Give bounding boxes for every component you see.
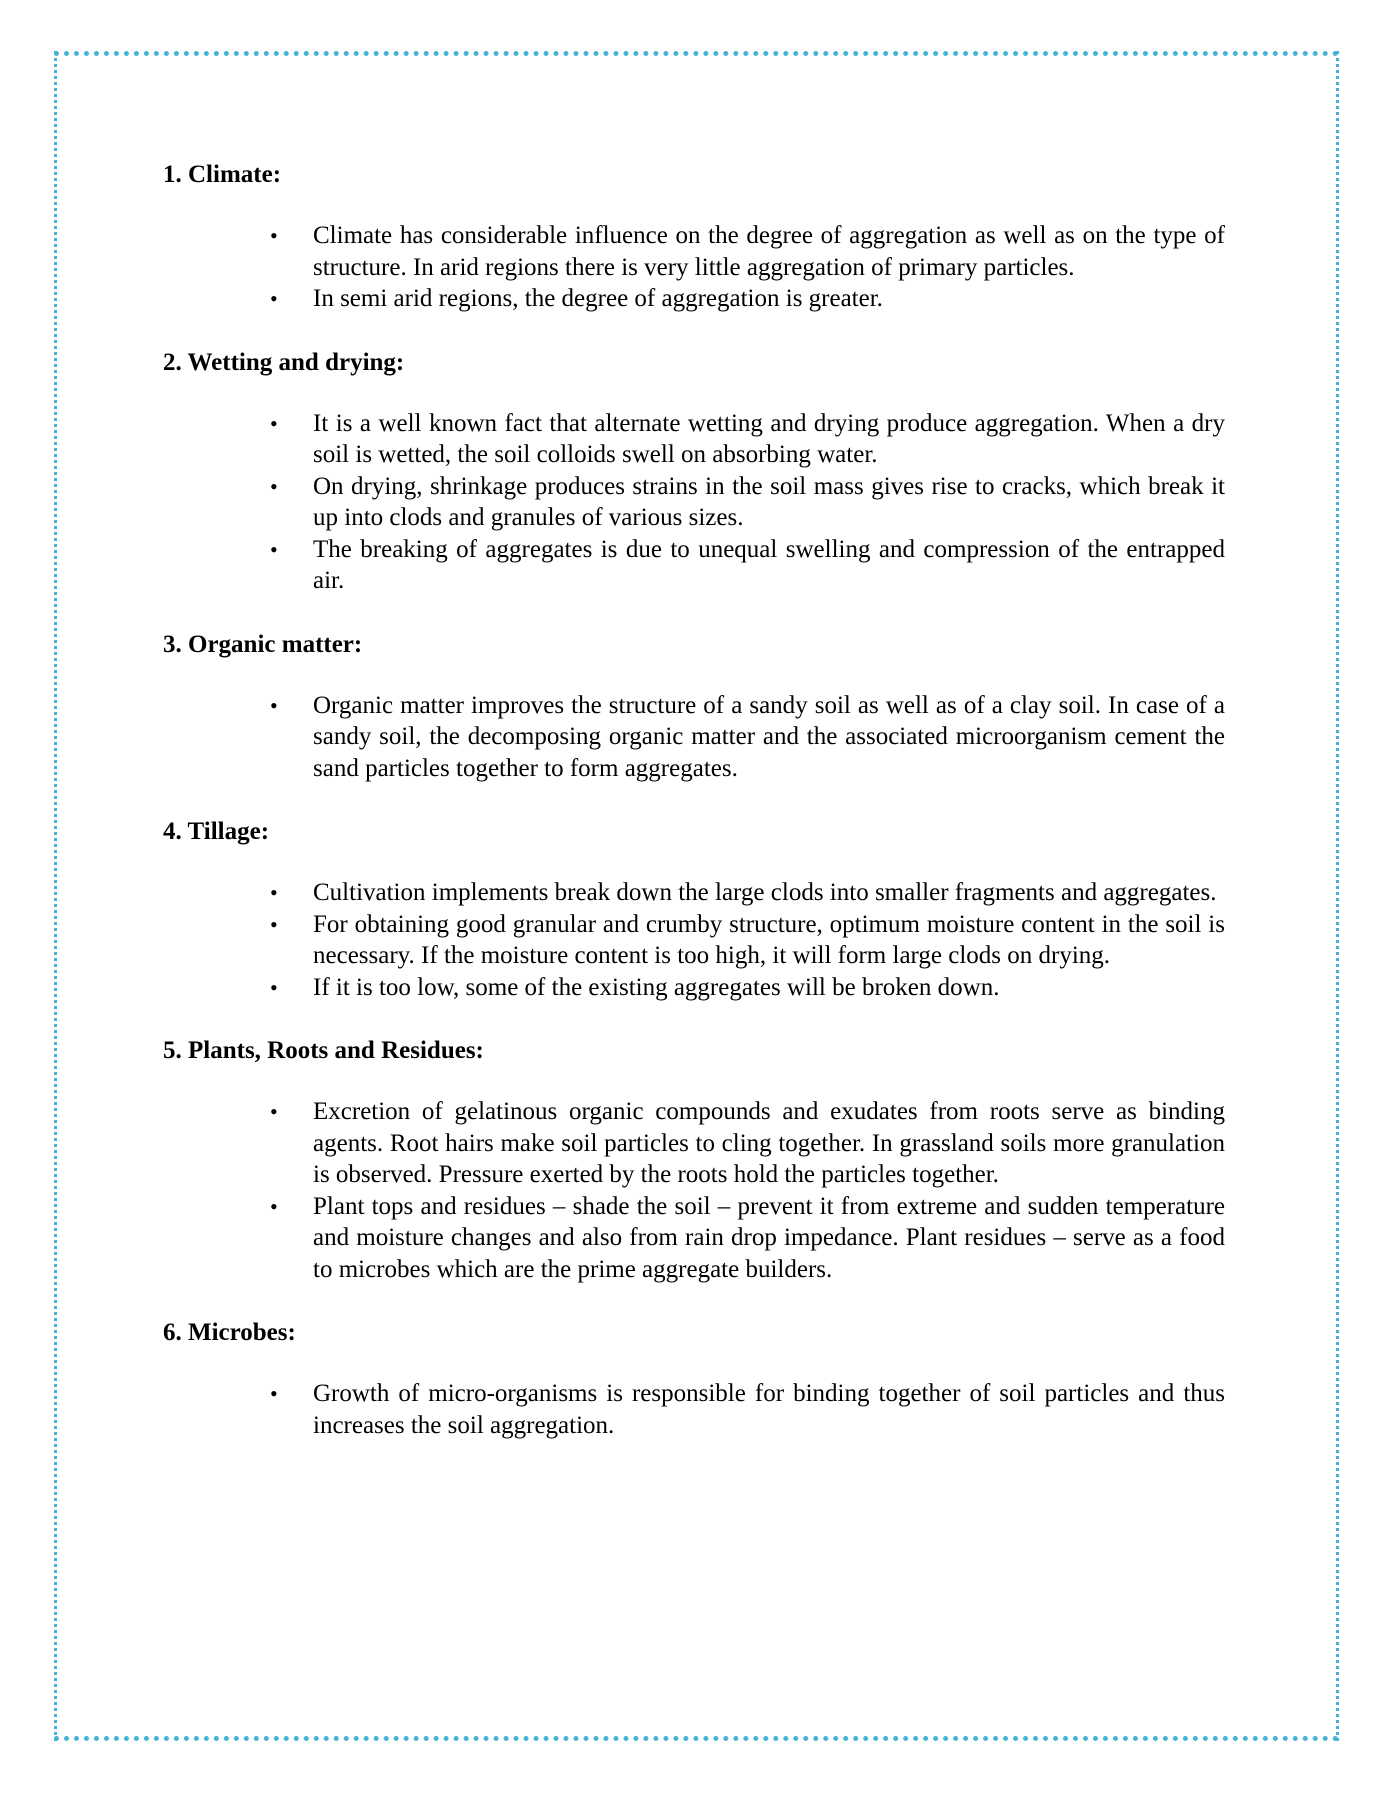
list-item-text: If it is too low, some of the existing aggregates will be broken down.	[313, 973, 1000, 1001]
bullet-icon: •	[270, 911, 278, 937]
bullet-icon: •	[270, 223, 278, 248]
list-item	[163, 1096, 1225, 1191]
list-item	[163, 534, 1225, 597]
bullet-icon: •	[270, 692, 278, 718]
bullet-icon: •	[270, 1193, 278, 1219]
bullet-list	[163, 1378, 1225, 1441]
bullet-list	[163, 408, 1225, 597]
section-heading: 6. Microbes:	[163, 1319, 296, 1346]
list-item-text: Plant tops and residues – shade the soil – prevent it from extreme and sudden temperature and moisture changes and also from rain drop impedance. Plant residues – serve as a food to microbes which are the prime aggregate builders.	[313, 1192, 1225, 1283]
section-heading: 5. Plants, Roots and Residues:	[163, 1037, 484, 1064]
list-item-text: The breaking of aggregates is due to unequal swelling and compression of the entrapped air.	[313, 535, 1225, 594]
list-item-text: On drying, shrinkage produces strains in the soil mass gives rise to cracks, which break it up into clods and granules of various sizes.	[313, 472, 1225, 531]
bullet-list	[163, 690, 1225, 785]
bullet-icon: •	[270, 1099, 278, 1124]
list-item	[163, 877, 1225, 909]
list-item	[163, 471, 1225, 534]
list-item	[163, 1191, 1225, 1286]
bullet-icon: •	[270, 286, 278, 311]
list-item-text: In semi arid regions, the degree of aggregation is greater.	[313, 285, 883, 312]
section-wetting-drying	[163, 348, 1225, 597]
bullet-icon: •	[270, 473, 278, 499]
list-item	[163, 909, 1225, 972]
list-item-text: Excretion of gelatinous organic compounds and exudates from roots serve as binding agents. Root hairs make soil particles to cling together. In grassland soils more granulation is observed. Pressure exerted by the roots hold the particles together.	[313, 1098, 1225, 1188]
section-tillage	[163, 817, 1225, 1003]
section-plants-roots-residues	[163, 1036, 1225, 1285]
bullet-icon: •	[270, 536, 278, 562]
bullet-list	[163, 877, 1225, 1003]
section-climate	[163, 160, 1225, 315]
list-item-text: Cultivation implements break down the large clods into smaller fragments and aggregates.	[313, 879, 1217, 906]
bullet-icon: •	[270, 880, 278, 905]
section-organic-matter	[163, 630, 1225, 785]
list-item	[163, 1378, 1225, 1441]
document-body	[163, 160, 1225, 1474]
bullet-icon: •	[270, 974, 278, 1000]
bullet-icon: •	[270, 1381, 278, 1406]
section-heading: 4. Tillage:	[163, 818, 270, 845]
bullet-icon: •	[270, 410, 278, 436]
section-heading: 3. Organic matter:	[163, 630, 363, 658]
section-heading: 1. Climate:	[163, 161, 282, 188]
list-item-text: Climate has considerable influence on the degree of aggregation as well as on the type of structure. In arid regions there is very little aggregation of primary particles.	[313, 222, 1225, 281]
list-item-text: It is a well known fact that alternate wetting and drying produce aggregation. When a dry soil is wetted, the soil colloids swell on absorbing water.	[313, 409, 1225, 468]
list-item	[163, 690, 1225, 785]
section-microbes	[163, 1318, 1225, 1441]
bullet-list	[163, 1096, 1225, 1285]
list-item	[163, 972, 1225, 1004]
section-heading: 2. Wetting and drying:	[163, 348, 405, 376]
list-item-text: Organic matter improves the structure of a sandy soil as well as of a clay soil. In case of a sandy soil, the decomposing organic matter and the associated microorganism cement the sand particles together to form aggregates.	[313, 691, 1225, 782]
list-item-text: Growth of micro-organisms is responsible for binding together of soil particles and thus increases the soil aggregation.	[313, 1380, 1225, 1439]
list-item	[163, 283, 1225, 315]
list-item	[163, 408, 1225, 471]
list-item	[163, 220, 1225, 283]
list-item-text: For obtaining good granular and crumby structure, optimum moisture content in the soil is necessary. If the moisture content is too high, it will form large clods on drying.	[313, 910, 1225, 969]
bullet-list	[163, 220, 1225, 315]
